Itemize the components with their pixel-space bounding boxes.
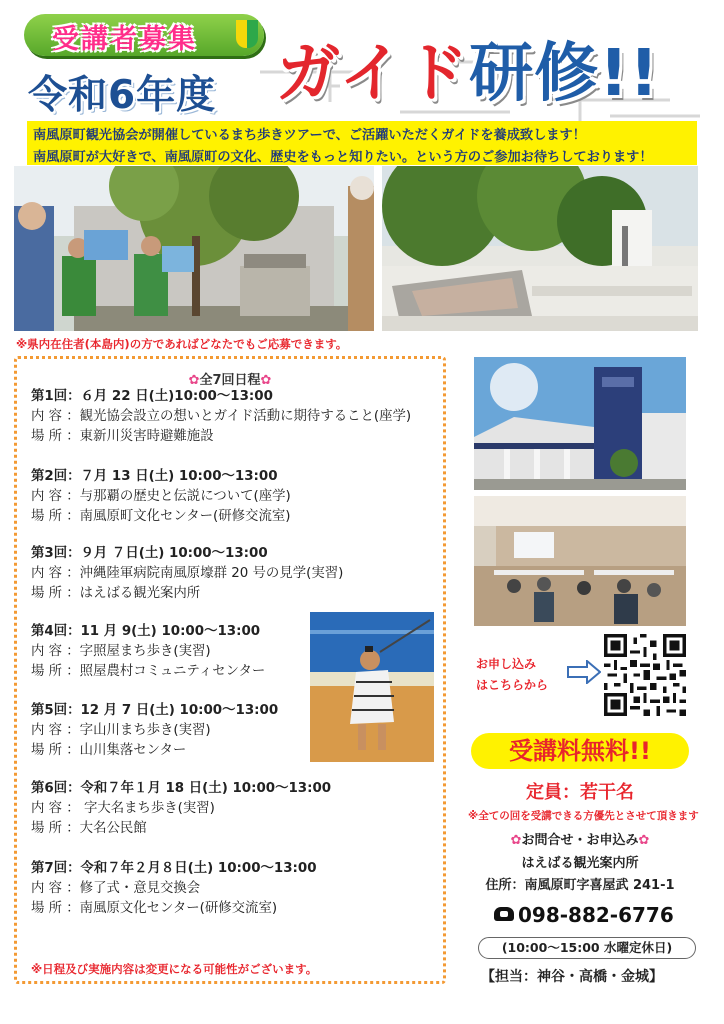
apply-label-1: お申し込み bbox=[476, 657, 537, 671]
session-date: 第6回：令和７年１月 18 日(土) 10:00～13:00 bbox=[31, 781, 332, 796]
culture-center-photo bbox=[474, 357, 686, 490]
session-place: 場 所 ：南風原文化センター(研修交流室) bbox=[31, 901, 278, 916]
eligibility-note: ※県内在住者(本島内)の方であればどなたでもご応募できます。 bbox=[16, 337, 348, 351]
schedule-heading-text: 全7回日程 bbox=[199, 373, 261, 388]
phone-icon bbox=[494, 907, 514, 921]
contact-office-name: はえばる観光案内所 bbox=[521, 856, 639, 871]
session-date: 第3回：９月 ７日(土) 10:00～13:00 bbox=[31, 546, 268, 561]
phone-number[interactable] bbox=[494, 903, 674, 927]
contact-address: 住所：南風原町字喜屋武 241-1 bbox=[485, 878, 675, 893]
session-content: 内 容 ：字山川まち歩き(実習) bbox=[31, 723, 211, 738]
session-content: 内 容 ：与那覇の歴史と伝説について(座学) bbox=[31, 489, 291, 504]
arrow-right-icon bbox=[567, 660, 601, 684]
flower-icon: ✿ bbox=[260, 373, 272, 388]
flower-icon: ✿ bbox=[638, 833, 650, 848]
flower-icon: ✿ bbox=[510, 833, 522, 848]
qr-code[interactable] bbox=[604, 634, 686, 716]
recruit-badge-text: 受講者募集 bbox=[52, 24, 197, 55]
memorial-site-photo bbox=[382, 166, 698, 331]
session-content: 内 容 ：観光協会設立の想いとガイド活動に期待すること(座学) bbox=[31, 409, 412, 424]
session-5 bbox=[31, 701, 278, 761]
folk-painting bbox=[310, 612, 434, 762]
recruit-badge bbox=[24, 14, 264, 56]
session-date: 第1回：６月 22 日(土)10:00～13:00 bbox=[31, 389, 273, 404]
era-year: 令和6年度 bbox=[28, 73, 217, 118]
session-place: 場 所 ：東新川災害時避難施設 bbox=[31, 429, 214, 444]
session-7 bbox=[31, 859, 317, 919]
session-content: 内 容 ： 字大名まち歩き(実習) bbox=[31, 801, 215, 816]
phone-number-text: 098-882-6776 bbox=[518, 903, 674, 927]
main-title-guide: ガイド bbox=[276, 37, 470, 111]
session-date: 第7回：令和７年２月８日(土) 10:00～13:00 bbox=[31, 861, 317, 876]
flower-icon: ✿ bbox=[188, 373, 200, 388]
session-2 bbox=[31, 467, 291, 527]
training-room-photo bbox=[474, 496, 686, 626]
session-place: 場 所 ：はえばる観光案内所 bbox=[31, 586, 201, 601]
guide-tour-photo bbox=[14, 166, 374, 331]
business-hours: (10:00～15:00 水曜定休日) bbox=[478, 937, 696, 959]
session-4 bbox=[31, 622, 265, 682]
session-date: 第4回：11 月 9(土) 10:00～13:00 bbox=[31, 624, 261, 639]
session-place: 場 所 ：大名公民館 bbox=[31, 821, 147, 836]
session-1 bbox=[31, 387, 411, 447]
session-6 bbox=[31, 779, 331, 839]
main-title-training: 研修 bbox=[469, 37, 600, 111]
session-date: 第2回：７月 13 日(土) 10:00～13:00 bbox=[31, 469, 278, 484]
session-place: 場 所 ：南風原町文化センター(研修交流室) bbox=[31, 509, 291, 524]
session-place: 場 所 ：照屋農村コミュニティセンター bbox=[31, 664, 266, 679]
staff-in-charge: 【担当：神谷・高橋・金城】 bbox=[481, 969, 663, 985]
session-3 bbox=[31, 544, 343, 604]
schedule-heading bbox=[17, 369, 443, 388]
intro-line-2: 南風原町が大好きで、南風原町の文化、歴史をもっと知りたい。という方のご参加お待ちしております！ bbox=[27, 143, 697, 165]
priority-note: ※全ての回を受講できる方優先とさせて頂きます bbox=[468, 810, 699, 822]
main-title bbox=[276, 22, 659, 114]
beginner-mark-icon bbox=[236, 20, 258, 48]
contact-title bbox=[470, 829, 690, 848]
session-date: 第5回：12 月 7 日(土) 10:00～13:00 bbox=[31, 703, 279, 718]
free-tuition-banner: 受講料無料!! bbox=[471, 733, 689, 769]
capacity: 定員：若干名 bbox=[526, 782, 634, 803]
session-content: 内 容 ：字照屋まち歩き(実習) bbox=[31, 644, 211, 659]
session-place: 場 所 ：山川集落センター bbox=[31, 743, 187, 758]
main-title-mark: !! bbox=[599, 37, 660, 111]
intro-line-1: 南風原町観光協会が開催しているまち歩きツアーで、ご活躍いただくガイドを養成致します！ bbox=[27, 121, 697, 143]
schedule-change-note: ※日程及び実施内容は変更になる可能性がございます。 bbox=[31, 962, 318, 976]
session-content: 内 容 ：修了式・意見交換会 bbox=[31, 881, 201, 896]
apply-label-2: はこちらから bbox=[476, 678, 549, 692]
session-content: 内 容 ：沖縄陸軍病院南風原壕群 20 号の見学(実習) bbox=[31, 566, 344, 581]
contact-title-text: お問合せ・お申込み bbox=[521, 833, 639, 848]
